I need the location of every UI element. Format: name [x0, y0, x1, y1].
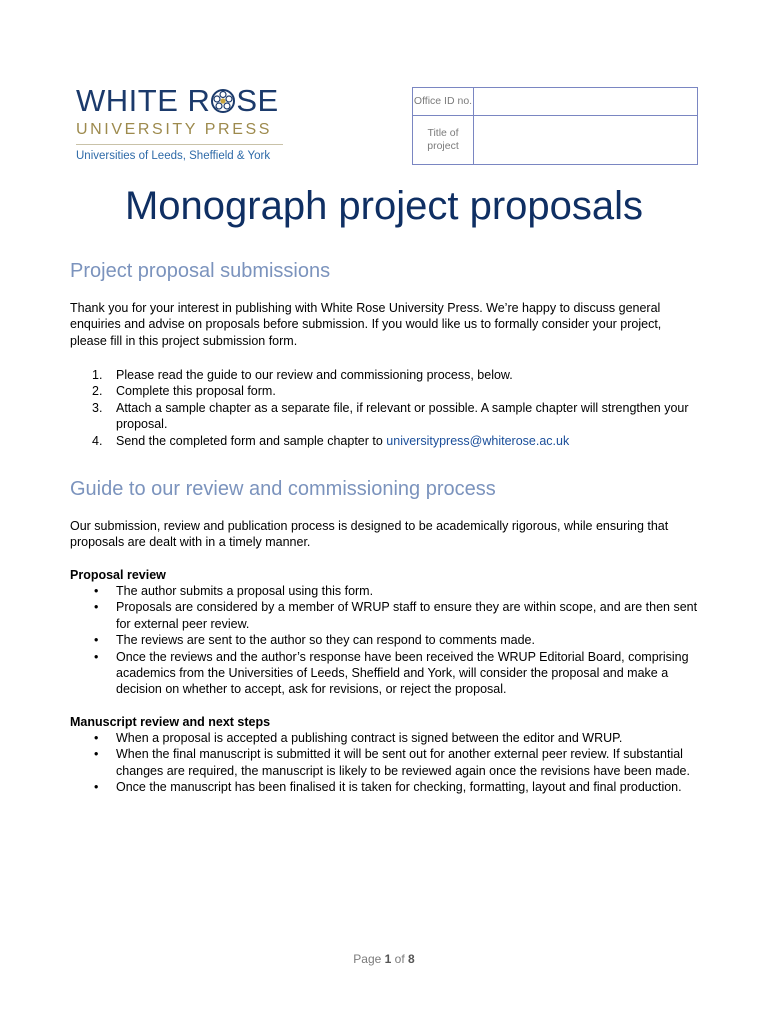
email-link[interactable]: universitypress@whiterose.ac.uk — [386, 433, 570, 448]
section-heading-review-process: Guide to our review and commissioning process — [70, 478, 496, 500]
list-item: • The reviews are sent to the author so they can respond to comments made. — [94, 633, 535, 648]
project-title-field[interactable] — [474, 116, 698, 165]
logo-tagline: Universities of Leeds, Sheffield & York — [76, 150, 271, 162]
review-process-intro: Our submission, review and publication process is designed to be academically rigorous, while ensuring that proposals are dealt with in a timely manner. — [70, 519, 669, 550]
list-item: 4. Send the completed form and sample chapter to universitypress@whiterose.ac.uk — [92, 433, 570, 448]
manuscript-review-heading: Manuscript review and next steps — [70, 715, 271, 729]
list-item: 1. Please read the guide to our review and commissioning process, below. — [92, 368, 513, 382]
logo-text-part1: WHITE R — [76, 83, 211, 118]
submission-steps — [70, 367, 700, 449]
logo-subtitle: UNIVERSITY PRESS — [76, 121, 273, 138]
list-item: 3. Attach a sample chapter as a separate file, if relevant or possible. A sample chapter will strengthen your proposal. — [92, 400, 689, 432]
manuscript-review-list — [70, 730, 700, 796]
list-item: • Once the reviews and the author’s response have been received the WRUP Editorial Board, comprising academics from the Universities of Leeds, Sheffield and York, will consider the proposal and make a decision on whether to accept, ask for revisions, or reject the proposal. — [94, 649, 689, 697]
office-id-field[interactable] — [474, 88, 698, 116]
list-item: • Once the manuscript has been finalised it is taken for checking, formatting, layout and final production. — [94, 780, 682, 795]
page-title: Monograph project proposals — [124, 184, 644, 228]
proposal-review-list — [70, 583, 700, 698]
office-id-table — [412, 87, 698, 165]
project-title-label: Title of project — [413, 116, 474, 165]
total-pages: 8 — [408, 952, 415, 966]
proposal-review-heading: Proposal review — [70, 568, 166, 582]
page-number-footer: Page 1 of 8 — [353, 952, 415, 966]
rose-icon — [211, 89, 235, 113]
list-item: 2. Complete this proposal form. — [92, 384, 276, 399]
section-heading-submissions: Project proposal submissions — [70, 260, 331, 282]
white-rose-logo — [76, 84, 288, 163]
list-item: • Proposals are considered by a member of WRUP staff to ensure they are within scope, and are then sent for external peer review. — [94, 600, 698, 631]
list-item: • The author submits a proposal using this form. — [94, 584, 374, 598]
submissions-intro: Thank you for your interest in publishing with White Rose University Press. We’re happy to discuss general enquiries and advise on proposals before submission. If you would like us to formally consider your project, please fill in this project submission form. — [70, 301, 662, 348]
current-page: 1 — [384, 952, 392, 966]
logo-text-part2: SE — [236, 83, 279, 118]
list-item: • When a proposal is accepted a publishing contract is signed between the editor and WRUP. — [94, 731, 623, 745]
office-id-label: Office ID no. — [413, 88, 474, 116]
logo-divider — [76, 144, 283, 145]
list-item: • When the final manuscript is submitted it will be sent out for another external peer review. If substantial changes are required, the manuscript is likely to be reviewed again once the revisions have been made. — [94, 747, 690, 778]
